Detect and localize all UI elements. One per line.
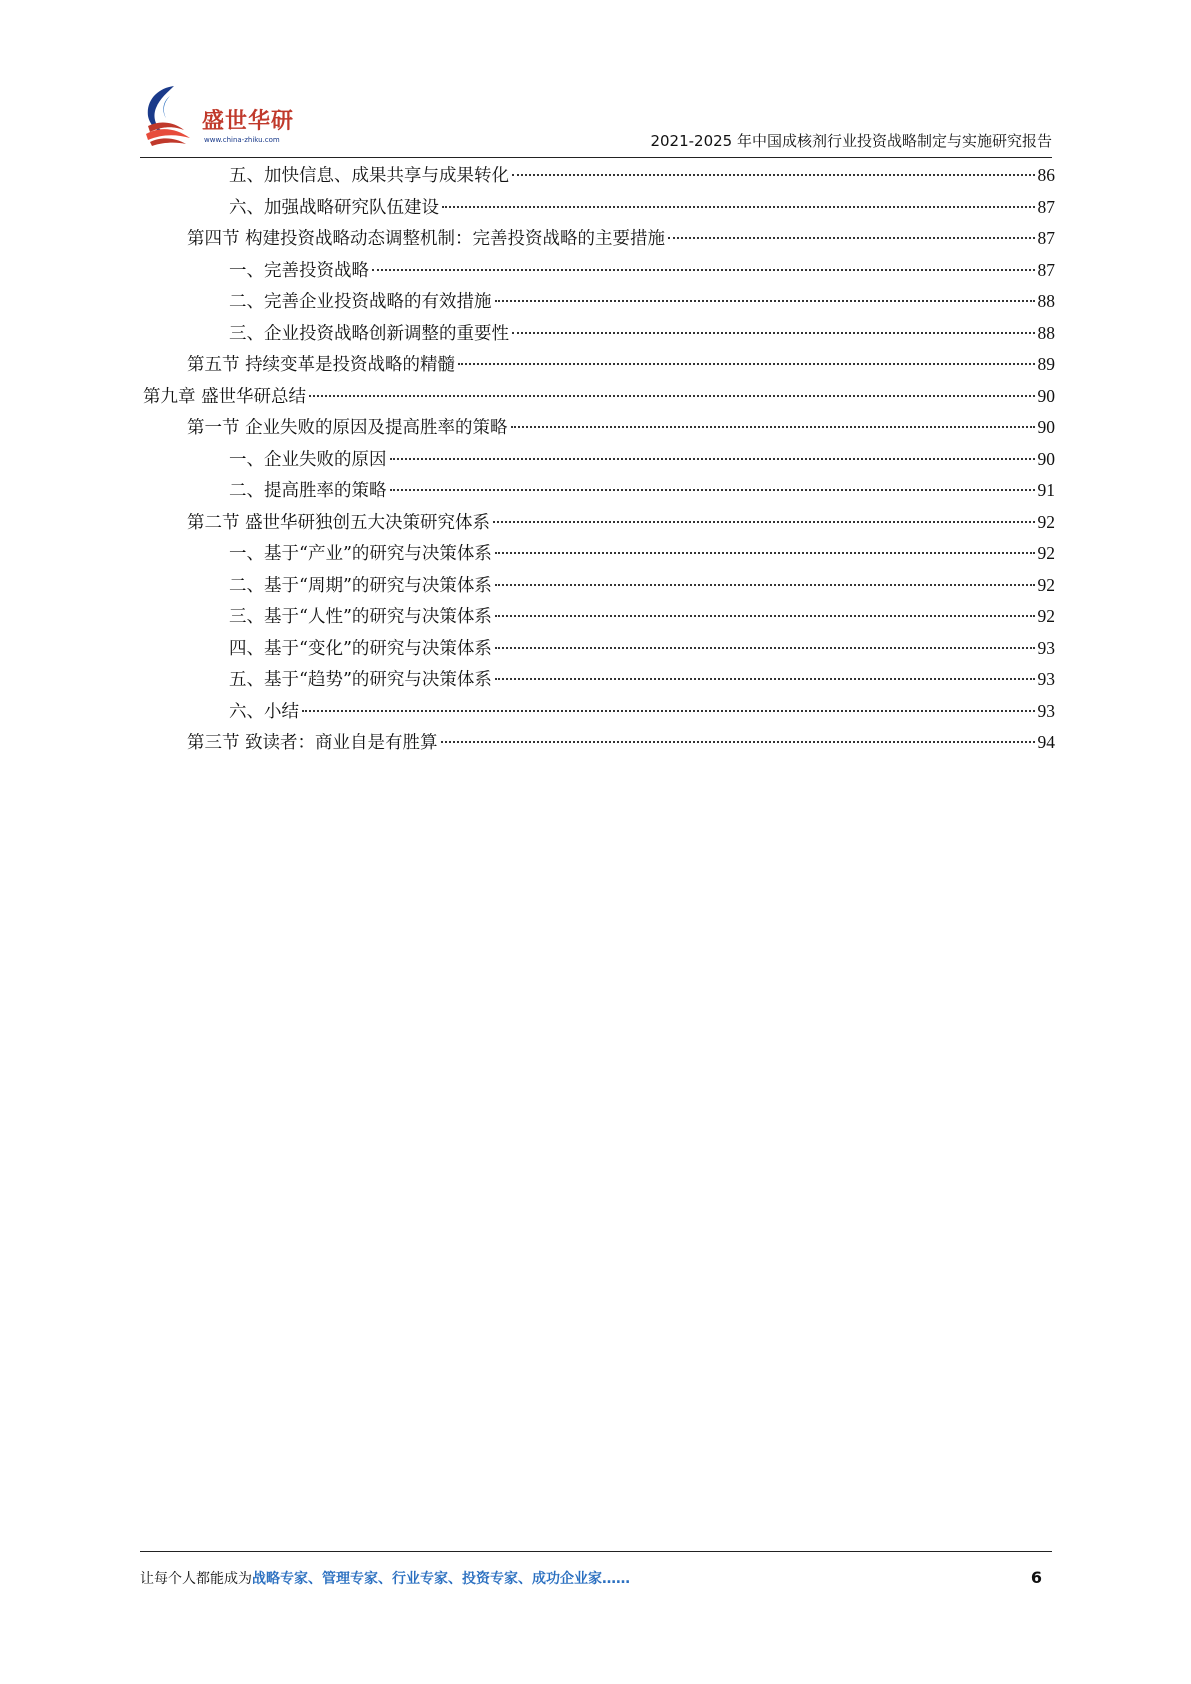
toc-entry-title: 五、加快信息、成果共享与成果转化 (229, 166, 509, 186)
toc-entry[interactable] (143, 223, 1055, 255)
toc-entry[interactable] (143, 444, 1055, 476)
toc-entry-title: 第一节 企业失败的原因及提高胜率的策略 (187, 418, 508, 438)
company-logo (140, 84, 310, 150)
toc-entry[interactable] (143, 664, 1055, 696)
toc-entry[interactable] (143, 507, 1055, 539)
toc-entry[interactable] (143, 286, 1055, 318)
toc-entry[interactable] (143, 318, 1055, 350)
toc-leader-dots (495, 584, 1035, 586)
toc-entry-page: 87 (1037, 259, 1055, 280)
page-footer (140, 1568, 1052, 1592)
toc-entry-title: 二、基于“周期”的研究与决策体系 (229, 575, 492, 596)
toc-leader-dots (390, 458, 1035, 460)
toc-entry-page: 88 (1037, 322, 1055, 343)
table-of-contents (143, 160, 1055, 759)
footer-slogan (140, 1568, 630, 1588)
toc-leader-dots (442, 206, 1035, 208)
toc-entry[interactable] (143, 160, 1055, 192)
toc-leader-dots (495, 552, 1035, 554)
toc-entry-page: 89 (1037, 354, 1055, 374)
toc-entry[interactable] (143, 475, 1055, 507)
toc-entry[interactable] (143, 727, 1055, 759)
toc-entry-title: 第三节 致读者：商业自是有胜算 (187, 733, 438, 753)
toc-entry-title: 第九章 盛世华研总结 (143, 386, 307, 407)
footer-slogan-prefix: 让每个人都能成为 (140, 1571, 252, 1587)
toc-leader-dots (441, 741, 1035, 743)
toc-entry-page: 88 (1037, 291, 1055, 311)
toc-entry-title: 五、基于“趋势”的研究与决策体系 (229, 670, 492, 690)
toc-entry-page: 86 (1037, 165, 1055, 185)
toc-leader-dots (302, 710, 1035, 712)
toc-entry[interactable] (143, 601, 1055, 633)
toc-leader-dots (495, 615, 1035, 617)
header-divider (140, 157, 1052, 158)
toc-leader-dots (495, 647, 1035, 649)
page-header (140, 78, 1052, 158)
footer-divider (140, 1551, 1052, 1552)
toc-leader-dots (493, 521, 1034, 523)
toc-entry-page: 93 (1037, 669, 1055, 689)
toc-entry-page: 92 (1037, 543, 1055, 563)
toc-entry-page: 94 (1037, 732, 1055, 752)
toc-leader-dots (390, 489, 1035, 491)
toc-entry[interactable] (143, 538, 1055, 570)
toc-entry-title: 第二节 盛世华研独创五大决策研究体系 (187, 512, 491, 533)
toc-leader-dots (512, 174, 1035, 176)
toc-entry-title: 三、基于“人性”的研究与决策体系 (229, 607, 492, 627)
brand-url: www.china-zhiku.com (204, 136, 280, 144)
toc-entry[interactable] (143, 412, 1055, 444)
toc-entry-title: 一、完善投资战略 (229, 260, 369, 281)
toc-leader-dots (458, 363, 1034, 365)
toc-entry-page: 92 (1037, 574, 1055, 595)
toc-leader-dots (668, 237, 1034, 239)
toc-entry-page: 90 (1037, 448, 1055, 469)
toc-leader-dots (512, 332, 1035, 334)
toc-entry-title: 第四节 构建投资战略动态调整机制：完善投资战略的主要措施 (187, 229, 666, 249)
toc-entry-title: 二、完善企业投资战略的有效措施 (229, 292, 492, 312)
toc-entry-page: 87 (1037, 196, 1055, 217)
footer-slogan-highlight: 战略专家、管理专家、行业专家、投资专家、成功企业家…… (252, 1571, 630, 1587)
toc-entry[interactable] (143, 255, 1055, 287)
toc-entry-title: 三、企业投资战略创新调整的重要性 (229, 323, 509, 344)
toc-entry[interactable] (143, 633, 1055, 665)
book-logo-icon (140, 84, 202, 150)
toc-entry[interactable] (143, 192, 1055, 224)
toc-entry-page: 91 (1037, 480, 1055, 500)
toc-entry-page: 92 (1037, 606, 1055, 626)
brand-name: 盛世华研 (202, 109, 295, 134)
toc-entry-title: 六、小结 (229, 701, 299, 722)
toc-entry[interactable] (143, 696, 1055, 728)
toc-leader-dots (511, 426, 1035, 428)
toc-entry-page: 93 (1037, 637, 1055, 658)
toc-entry[interactable] (143, 381, 1055, 413)
toc-leader-dots (372, 269, 1035, 271)
toc-entry-page: 90 (1037, 385, 1055, 406)
report-title: 2021-2025 年中国成核剂行业投资战略制定与实施研究报告 (650, 132, 1052, 150)
page-number: 6 (1030, 1568, 1042, 1587)
toc-leader-dots (495, 300, 1035, 302)
toc-entry-title: 一、企业失败的原因 (229, 449, 387, 470)
toc-entry-page: 92 (1037, 511, 1055, 532)
toc-entry-title: 四、基于“变化”的研究与决策体系 (229, 638, 492, 659)
toc-leader-dots (495, 678, 1035, 680)
toc-entry-page: 93 (1037, 700, 1055, 721)
toc-entry-title: 二、提高胜率的策略 (229, 481, 387, 501)
toc-entry[interactable] (143, 349, 1055, 381)
toc-entry-page: 87 (1037, 228, 1055, 248)
toc-entry-page: 90 (1037, 417, 1055, 437)
toc-leader-dots (309, 395, 1034, 397)
toc-entry-title: 第五节 持续变革是投资战略的精髓 (187, 355, 456, 375)
toc-entry-title: 六、加强战略研究队伍建设 (229, 197, 439, 218)
toc-entry-title: 一、基于“产业”的研究与决策体系 (229, 544, 492, 564)
toc-entry[interactable] (143, 570, 1055, 602)
